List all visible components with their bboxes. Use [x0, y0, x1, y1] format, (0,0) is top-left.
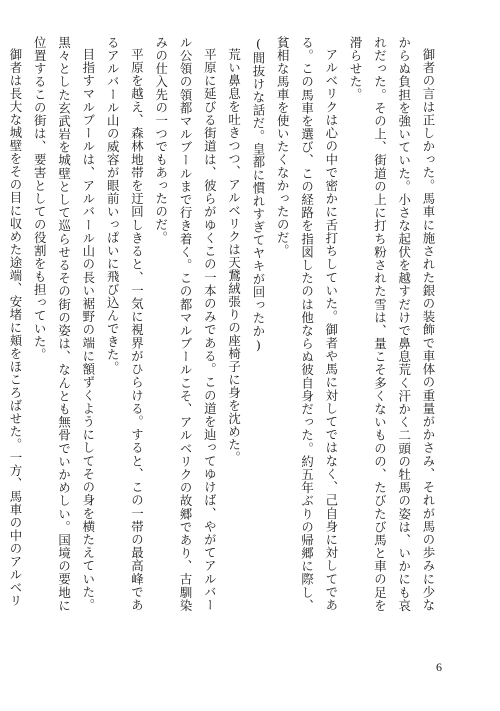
paragraph-5: 平原に延びる街道は、彼らがゆくこの一本のみである。この道を辿ってゆけば、やがてアルバール公領の領都マルブールまで行き着く。この都マルブールこそ、アルベリクの故郷であり、古馴染みの仕入先の一つでもあったのだ。 [153, 36, 218, 612]
paragraph-3-inner-thought: (間抜けな話だ。皇都に慣れすぎてヤキが回ったか) [250, 36, 266, 354]
paragraph-8: 御者は長大な城壁をその目に収めた途端、安堵に頬をほころばせた。一方、馬車の中のアルベリ [7, 48, 23, 608]
vertical-text-block [7, 36, 440, 612]
paragraph-2: アルベリクは心の中で密かに舌打ちしていた。御者や馬に対してではなく、己自身に対してである。この馬車を選び、この経路を指図したのは他ならぬ彼自身だった。約五年ぶりの帰郷に際し、貧相な馬車を使いたくなかったのだ。 [275, 36, 339, 612]
paragraph-4: 荒い鼻息を吐きつつ、アルベリクは天鵞絨張りの座椅子に身を沈めた。 [226, 48, 242, 465]
paragraph-6: 平原を越え、森林地帯を迂回しきると、一気に視界がひらける。すると、この一帯の最高峰であるアルバール山の威容が眼前いっぱいに飛び込んできた。 [105, 36, 145, 612]
page-number: 6 [436, 660, 442, 674]
paragraph-1: 御者の言は正しかった。馬車に施された銀の装飾で車体の重量がかさみ、それが馬の歩みに少なからぬ負担を強いていた。小さな起伏を越すだけで鼻息荒く汗かく二頭の牡馬の姿は、いかにも哀れだった。その上、街道の上に打ち粉された雪は、量こそ多くないものの、たびたび馬と車の足を滑らせた。 [348, 36, 436, 612]
paragraph-7: 目指すマルブールは、アルバール山の長い裾野の端に額ずくようにしてその身を横たえていた。黒々とした玄武岩を城壁として巡らせるその街の姿は、なんとも無骨でいかめしい。国境の要地に位置するこの街は、要害としての役割をも担っていた。 [32, 36, 96, 612]
